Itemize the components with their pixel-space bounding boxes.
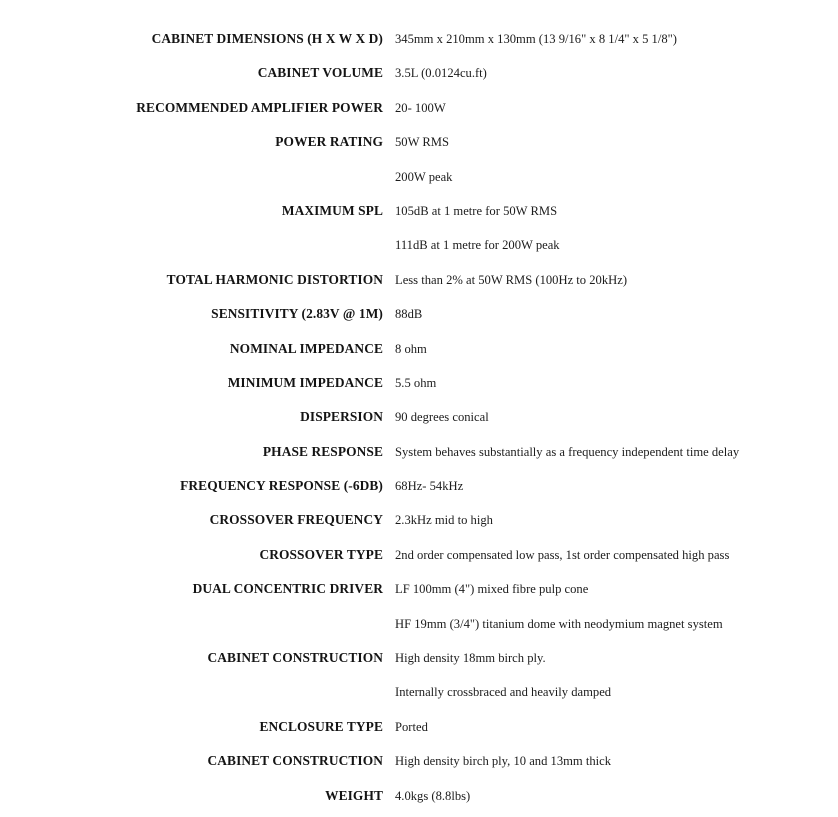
spec-row-dispersion [0,404,838,438]
spec-row-weight [0,783,838,817]
spec-value: System behaves substantially as a frequency independent time delay [395,444,740,459]
spec-value: Ported [395,719,428,734]
spec-value: High density 18mm birch ply. [395,651,546,666]
spec-label: WEIGHT [325,787,383,803]
spec-row-minimum-impedance [0,370,838,404]
spec-value: 105dB at 1 metre for 50W RMS [395,203,558,218]
spec-row-cabinet-construction-2 [0,748,838,782]
spec-row-dual-concentric-driver-hf [0,611,838,645]
spec-row-cabinet-construction [0,645,838,679]
spec-table [0,26,838,817]
spec-row-crossover-frequency [0,507,838,541]
spec-row-maximum-spl-peak [0,232,838,266]
spec-label: DISPERSION [300,409,383,425]
spec-row-cabinet-construction-bracing [0,679,838,713]
spec-label: POWER RATING [275,134,383,150]
spec-label: RECOMMENDED AMPLIFIER POWER [136,99,383,115]
spec-label: FREQUENCY RESPONSE (-6DB) [180,478,383,494]
spec-row-phase-response [0,439,838,473]
spec-row-total-harmonic-distortion [0,267,838,301]
spec-label: TOTAL HARMONIC DISTORTION [166,271,383,287]
spec-value: High density birch ply, 10 and 13mm thick [395,754,612,769]
spec-label: CABINET VOLUME [257,65,383,81]
spec-value: 200W peak [395,169,453,184]
spec-value: 88dB [395,307,423,322]
spec-row-maximum-spl [0,198,838,232]
spec-row-dual-concentric-driver [0,576,838,610]
spec-value: 50W RMS [395,135,450,150]
spec-value: 8 ohm [395,341,427,356]
spec-label: DUAL CONCENTRIC DRIVER [192,581,383,597]
spec-value: LF 100mm (4") mixed fibre pulp cone [395,582,589,597]
spec-row-cabinet-dimensions [0,26,838,60]
spec-label: CROSSOVER TYPE [259,546,383,562]
spec-label: PHASE RESPONSE [262,443,383,459]
spec-value: 345mm x 210mm x 130mm (13 9/16" x 8 1/4" x 5 1/8") [395,32,677,46]
spec-row-crossover-type [0,542,838,576]
spec-row-sensitivity [0,301,838,335]
spec-value: HF 19mm (3/4") titanium dome with neodymium magnet system [395,616,723,631]
spec-value: 5.5 ohm [395,375,437,390]
spec-label: MAXIMUM SPL [281,202,383,218]
spec-value: Less than 2% at 50W RMS (100Hz to 20kHz) [395,272,628,287]
spec-value: 4.0kgs (8.8lbs) [395,788,471,803]
spec-row-frequency-response [0,473,838,507]
spec-row-cabinet-volume [0,60,838,94]
spec-label: CABINET CONSTRUCTION [207,753,383,769]
spec-row-recommended-amplifier-power [0,95,838,129]
spec-value: 111dB at 1 metre for 200W peak [395,238,560,253]
spec-value: Internally crossbraced and heavily damped [395,685,612,700]
spec-label: CABINET CONSTRUCTION [207,650,383,666]
spec-value: 3.5L (0.0124cu.ft) [395,66,487,81]
spec-label: NOMINAL IMPEDANCE [229,340,383,356]
spec-label: CROSSOVER FREQUENCY [209,512,383,528]
spec-row-enclosure-type [0,714,838,748]
spec-label: ENCLOSURE TYPE [259,718,383,734]
spec-value: 2nd order compensated low pass, 1st order compensated high pass [395,547,730,562]
spec-row-power-rating [0,129,838,163]
spec-row-power-rating-peak [0,164,838,198]
spec-value: 90 degrees conical [395,410,489,425]
spec-label: CABINET DIMENSIONS (H X W X D) [151,31,383,46]
spec-label: SENSITIVITY (2.83V @ 1M) [211,306,383,322]
spec-value: 68Hz- 54kHz [395,479,464,494]
spec-value: 2.3kHz mid to high [395,513,493,528]
spec-value: 20- 100W [395,100,446,115]
spec-row-nominal-impedance [0,336,838,370]
spec-label: MINIMUM IMPEDANCE [227,374,383,390]
